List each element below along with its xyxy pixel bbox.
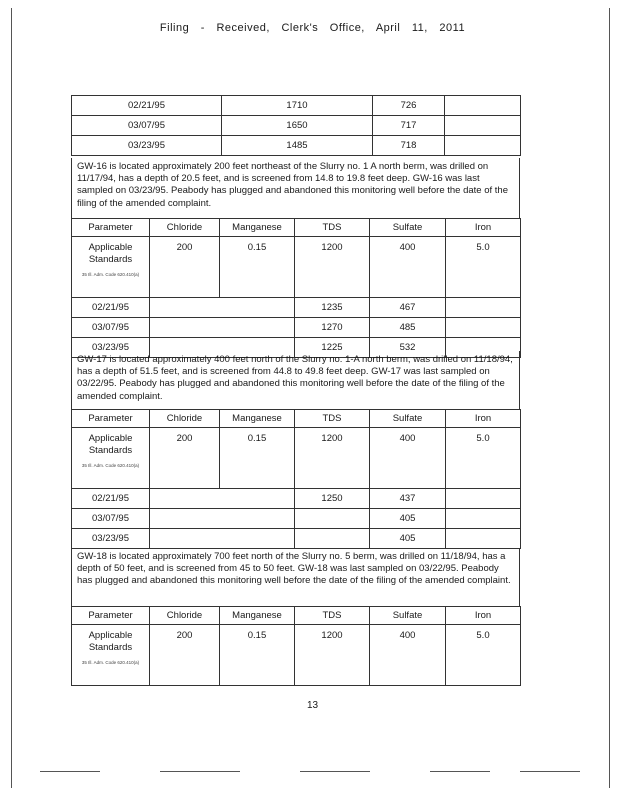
gw17-table bbox=[71, 409, 521, 549]
date-cell: 03/07/95 bbox=[72, 318, 150, 338]
empty-cell bbox=[446, 529, 521, 549]
sulfate-cell: 726 bbox=[373, 96, 445, 116]
scan-edge-left bbox=[11, 8, 12, 788]
chloride-standard: 200 bbox=[150, 237, 220, 298]
header-cell: TDS bbox=[295, 410, 370, 428]
date-cell: 03/07/95 bbox=[72, 509, 150, 529]
sulfate-cell: 717 bbox=[373, 116, 445, 136]
page-number: 13 bbox=[306, 700, 319, 711]
date-cell: 02/21/95 bbox=[72, 298, 150, 318]
chloride-standard: 200 bbox=[150, 428, 220, 489]
date-cell: 03/07/95 bbox=[72, 116, 222, 136]
table-row bbox=[72, 96, 521, 116]
sulfate-standard: 400 bbox=[370, 428, 446, 489]
tds-cell bbox=[295, 509, 370, 529]
tds-cell: 1485 bbox=[222, 136, 373, 156]
standards-label-cell bbox=[72, 428, 150, 489]
gw16-paragraph: GW-16 is located approximately 200 feet northeast of the Slurry no. 1 A north berm, was drilled on 11/17/94, has a depth of 20.5 feet, and is screened from 14.8 to 19.8 feet deep. GW-16 was last sampled on 03/23/95. Peabody has plugged and abandoned this monitoring well before the date of the filing of the amended complaint. bbox=[71, 158, 520, 218]
tds-cell: 1270 bbox=[295, 318, 370, 338]
header-cell: Chloride bbox=[150, 410, 220, 428]
manganese-standard: 0.15 bbox=[220, 428, 295, 489]
gw18-paragraph: GW-18 is located approximately 700 feet north of the Slurry no. 5 berm, was drilled on 11/18/94, has a depth of 50 feet, and is screened from 45 to 50 feet. GW-18 was last sampled on 03/22/95. Peabody has plugged and abandoned this monitoring well before the date of the filing of the amended complaint. bbox=[71, 548, 520, 606]
gw16-table bbox=[71, 218, 521, 358]
table-row bbox=[72, 318, 521, 338]
standards-label-cell bbox=[72, 625, 150, 686]
iron-standard: 5.0 bbox=[446, 237, 521, 298]
scan-artifact bbox=[430, 771, 490, 772]
standards-label: Applicable Standards bbox=[88, 433, 133, 456]
sulfate-cell: 405 bbox=[370, 529, 446, 549]
table-header-row bbox=[72, 219, 521, 237]
standards-label: Applicable Standards bbox=[88, 242, 133, 265]
header-cell: Iron bbox=[446, 607, 521, 625]
header-cell: Parameter bbox=[72, 607, 150, 625]
empty-cell bbox=[445, 96, 521, 116]
manganese-standard: 0.15 bbox=[220, 625, 295, 686]
table-header-row bbox=[72, 607, 521, 625]
header-cell: Chloride bbox=[150, 219, 220, 237]
tds-standard: 1200 bbox=[295, 625, 370, 686]
empty-cell bbox=[446, 298, 521, 318]
filing-header: Filing - Received, Clerk's Office, April 11, 2011 bbox=[159, 22, 466, 34]
standards-citation: 35 Ill. Adm. Code 620.410(a) bbox=[81, 660, 140, 665]
table-row bbox=[72, 509, 521, 529]
standards-label: Applicable Standards bbox=[88, 630, 133, 653]
scan-artifact bbox=[160, 771, 240, 772]
empty-cell bbox=[445, 116, 521, 136]
sulfate-cell: 437 bbox=[370, 489, 446, 509]
header-cell: Iron bbox=[446, 219, 521, 237]
tds-cell: 1235 bbox=[295, 298, 370, 318]
sulfate-cell: 467 bbox=[370, 298, 446, 318]
gw17-paragraph: GW-17 is located approximately 400 feet north of the Slurry no. 1-A north berm, was drilled on 11/18/94, has a depth of 51.5 feet, and is screened from 44.8 to 49.8 feet deep. GW-17 was last sampled on 03/22/95. Peabody has plugged and abandoned this monitoring well before the date of the filing of the amended complaint. bbox=[71, 351, 520, 409]
date-cell: 02/21/95 bbox=[72, 489, 150, 509]
tds-cell: 1710 bbox=[222, 96, 373, 116]
chloride-standard: 200 bbox=[150, 625, 220, 686]
tds-standard: 1200 bbox=[295, 428, 370, 489]
table-row bbox=[72, 489, 521, 509]
header-cell: Iron bbox=[446, 410, 521, 428]
tds-cell: 1225 bbox=[295, 338, 370, 358]
header-cell: TDS bbox=[295, 219, 370, 237]
standards-label-cell bbox=[72, 237, 150, 298]
sulfate-cell: 485 bbox=[370, 318, 446, 338]
empty-cell bbox=[150, 489, 295, 509]
scan-edge-right bbox=[609, 8, 610, 788]
table-row bbox=[72, 136, 521, 156]
empty-cell bbox=[150, 529, 295, 549]
table-row bbox=[72, 298, 521, 318]
sulfate-cell: 405 bbox=[370, 509, 446, 529]
date-cell: 03/23/95 bbox=[72, 338, 150, 358]
header-cell: Manganese bbox=[220, 607, 295, 625]
scan-artifact bbox=[520, 771, 580, 772]
scan-artifact bbox=[40, 771, 100, 772]
standards-row bbox=[72, 428, 521, 489]
gw18-table bbox=[71, 606, 521, 686]
sulfate-standard: 400 bbox=[370, 237, 446, 298]
iron-standard: 5.0 bbox=[446, 428, 521, 489]
tds-cell: 1250 bbox=[295, 489, 370, 509]
header-cell: Manganese bbox=[220, 410, 295, 428]
standards-citation: 35 Ill. Adm. Code 620.410(a) bbox=[81, 463, 140, 468]
top-table bbox=[71, 95, 521, 156]
iron-standard: 5.0 bbox=[446, 625, 521, 686]
standards-citation: 35 Ill. Adm. Code 620.410(a) bbox=[81, 272, 140, 277]
header-cell: Parameter bbox=[72, 219, 150, 237]
date-cell: 02/21/95 bbox=[72, 96, 222, 116]
table-row bbox=[72, 529, 521, 549]
date-cell: 03/23/95 bbox=[72, 529, 150, 549]
empty-cell bbox=[446, 509, 521, 529]
header-cell: Sulfate bbox=[370, 607, 446, 625]
header-cell: Chloride bbox=[150, 607, 220, 625]
scan-artifact bbox=[300, 771, 370, 772]
date-cell: 03/23/95 bbox=[72, 136, 222, 156]
empty-cell bbox=[445, 136, 521, 156]
tds-cell: 1650 bbox=[222, 116, 373, 136]
empty-cell bbox=[150, 298, 295, 318]
tds-cell bbox=[295, 529, 370, 549]
empty-cell bbox=[446, 489, 521, 509]
header-cell: Parameter bbox=[72, 410, 150, 428]
manganese-standard: 0.15 bbox=[220, 237, 295, 298]
sulfate-cell: 718 bbox=[373, 136, 445, 156]
header-cell: Sulfate bbox=[370, 410, 446, 428]
sulfate-cell: 532 bbox=[370, 338, 446, 358]
standards-row bbox=[72, 625, 521, 686]
header-cell: Manganese bbox=[220, 219, 295, 237]
standards-row bbox=[72, 237, 521, 298]
table-row bbox=[72, 116, 521, 136]
header-cell: TDS bbox=[295, 607, 370, 625]
table-header-row bbox=[72, 410, 521, 428]
sulfate-standard: 400 bbox=[370, 625, 446, 686]
header-cell: Sulfate bbox=[370, 219, 446, 237]
empty-cell bbox=[446, 318, 521, 338]
empty-cell bbox=[150, 318, 295, 338]
tds-standard: 1200 bbox=[295, 237, 370, 298]
empty-cell bbox=[150, 509, 295, 529]
